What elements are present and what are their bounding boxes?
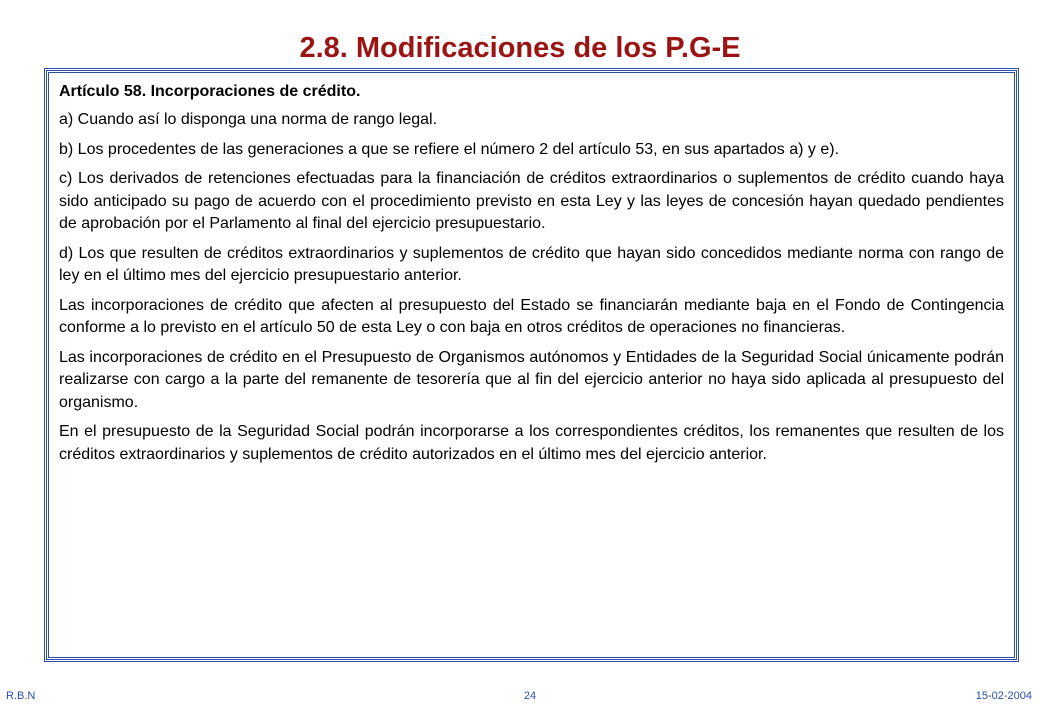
paragraph-state-budget: Las incorporaciones de crédito que afecten al presupuesto del Estado se financiarán mediante baja en el Fondo de Contingencia conforme a lo previsto en el artículo 50 de esta Ley o con baja en otros créditos de operaciones no financieras. bbox=[59, 296, 1004, 336]
article-content-box bbox=[44, 68, 1019, 662]
slide-title: 2.8. Modificaciones de los P.G-E bbox=[299, 32, 741, 64]
footer-author: R.B.N bbox=[6, 690, 36, 702]
paragraph-a: a) Cuando así lo disponga una norma de rango legal. bbox=[59, 111, 438, 128]
paragraph-d: d) Los que resulten de créditos extraordinarios y suplementos de crédito que hayan sido concedidos mediante norma con rango de ley en el último mes del ejercicio presupuestario anterior. bbox=[59, 244, 1004, 284]
paragraph-b: b) Los procedentes de las generaciones a que se refiere el número 2 del artículo 53, en sus apartados a) y e). bbox=[59, 140, 840, 158]
footer-date: 15-02-2004 bbox=[975, 690, 1032, 702]
footer-page-number: 24 bbox=[523, 690, 537, 702]
paragraph-autonomous-bodies: Las incorporaciones de crédito en el Presupuesto de Organismos autónomos y Entidades de la Seguridad Social únicamente podrán realizarse con cargo a la parte del remanente de tesorería que al fin del ejercicio anterior no haya sido aplicada al presupuesto del organismo. bbox=[59, 348, 1004, 411]
paragraph-social-security: En el presupuesto de la Seguridad Social podrán incorporarse a los correspondientes créditos, los remanentes que resulten de los créditos extraordinarios y suplementos de crédito autorizados en el último mes del ejercicio anterior. bbox=[59, 423, 1004, 463]
paragraph-c: c) Los derivados de retenciones efectuadas para la financiación de créditos extraordinarios o suplementos de crédito cuando haya sido anticipado su pago de acuerdo con el procedimiento previsto en esta Ley y las leyes de concesión hayan quedado pendientes de aprobación por el Parlamento al final del ejercicio presupuestario. bbox=[59, 170, 1004, 232]
article-heading: Artículo 58. Incorporaciones de crédito. bbox=[59, 83, 361, 100]
